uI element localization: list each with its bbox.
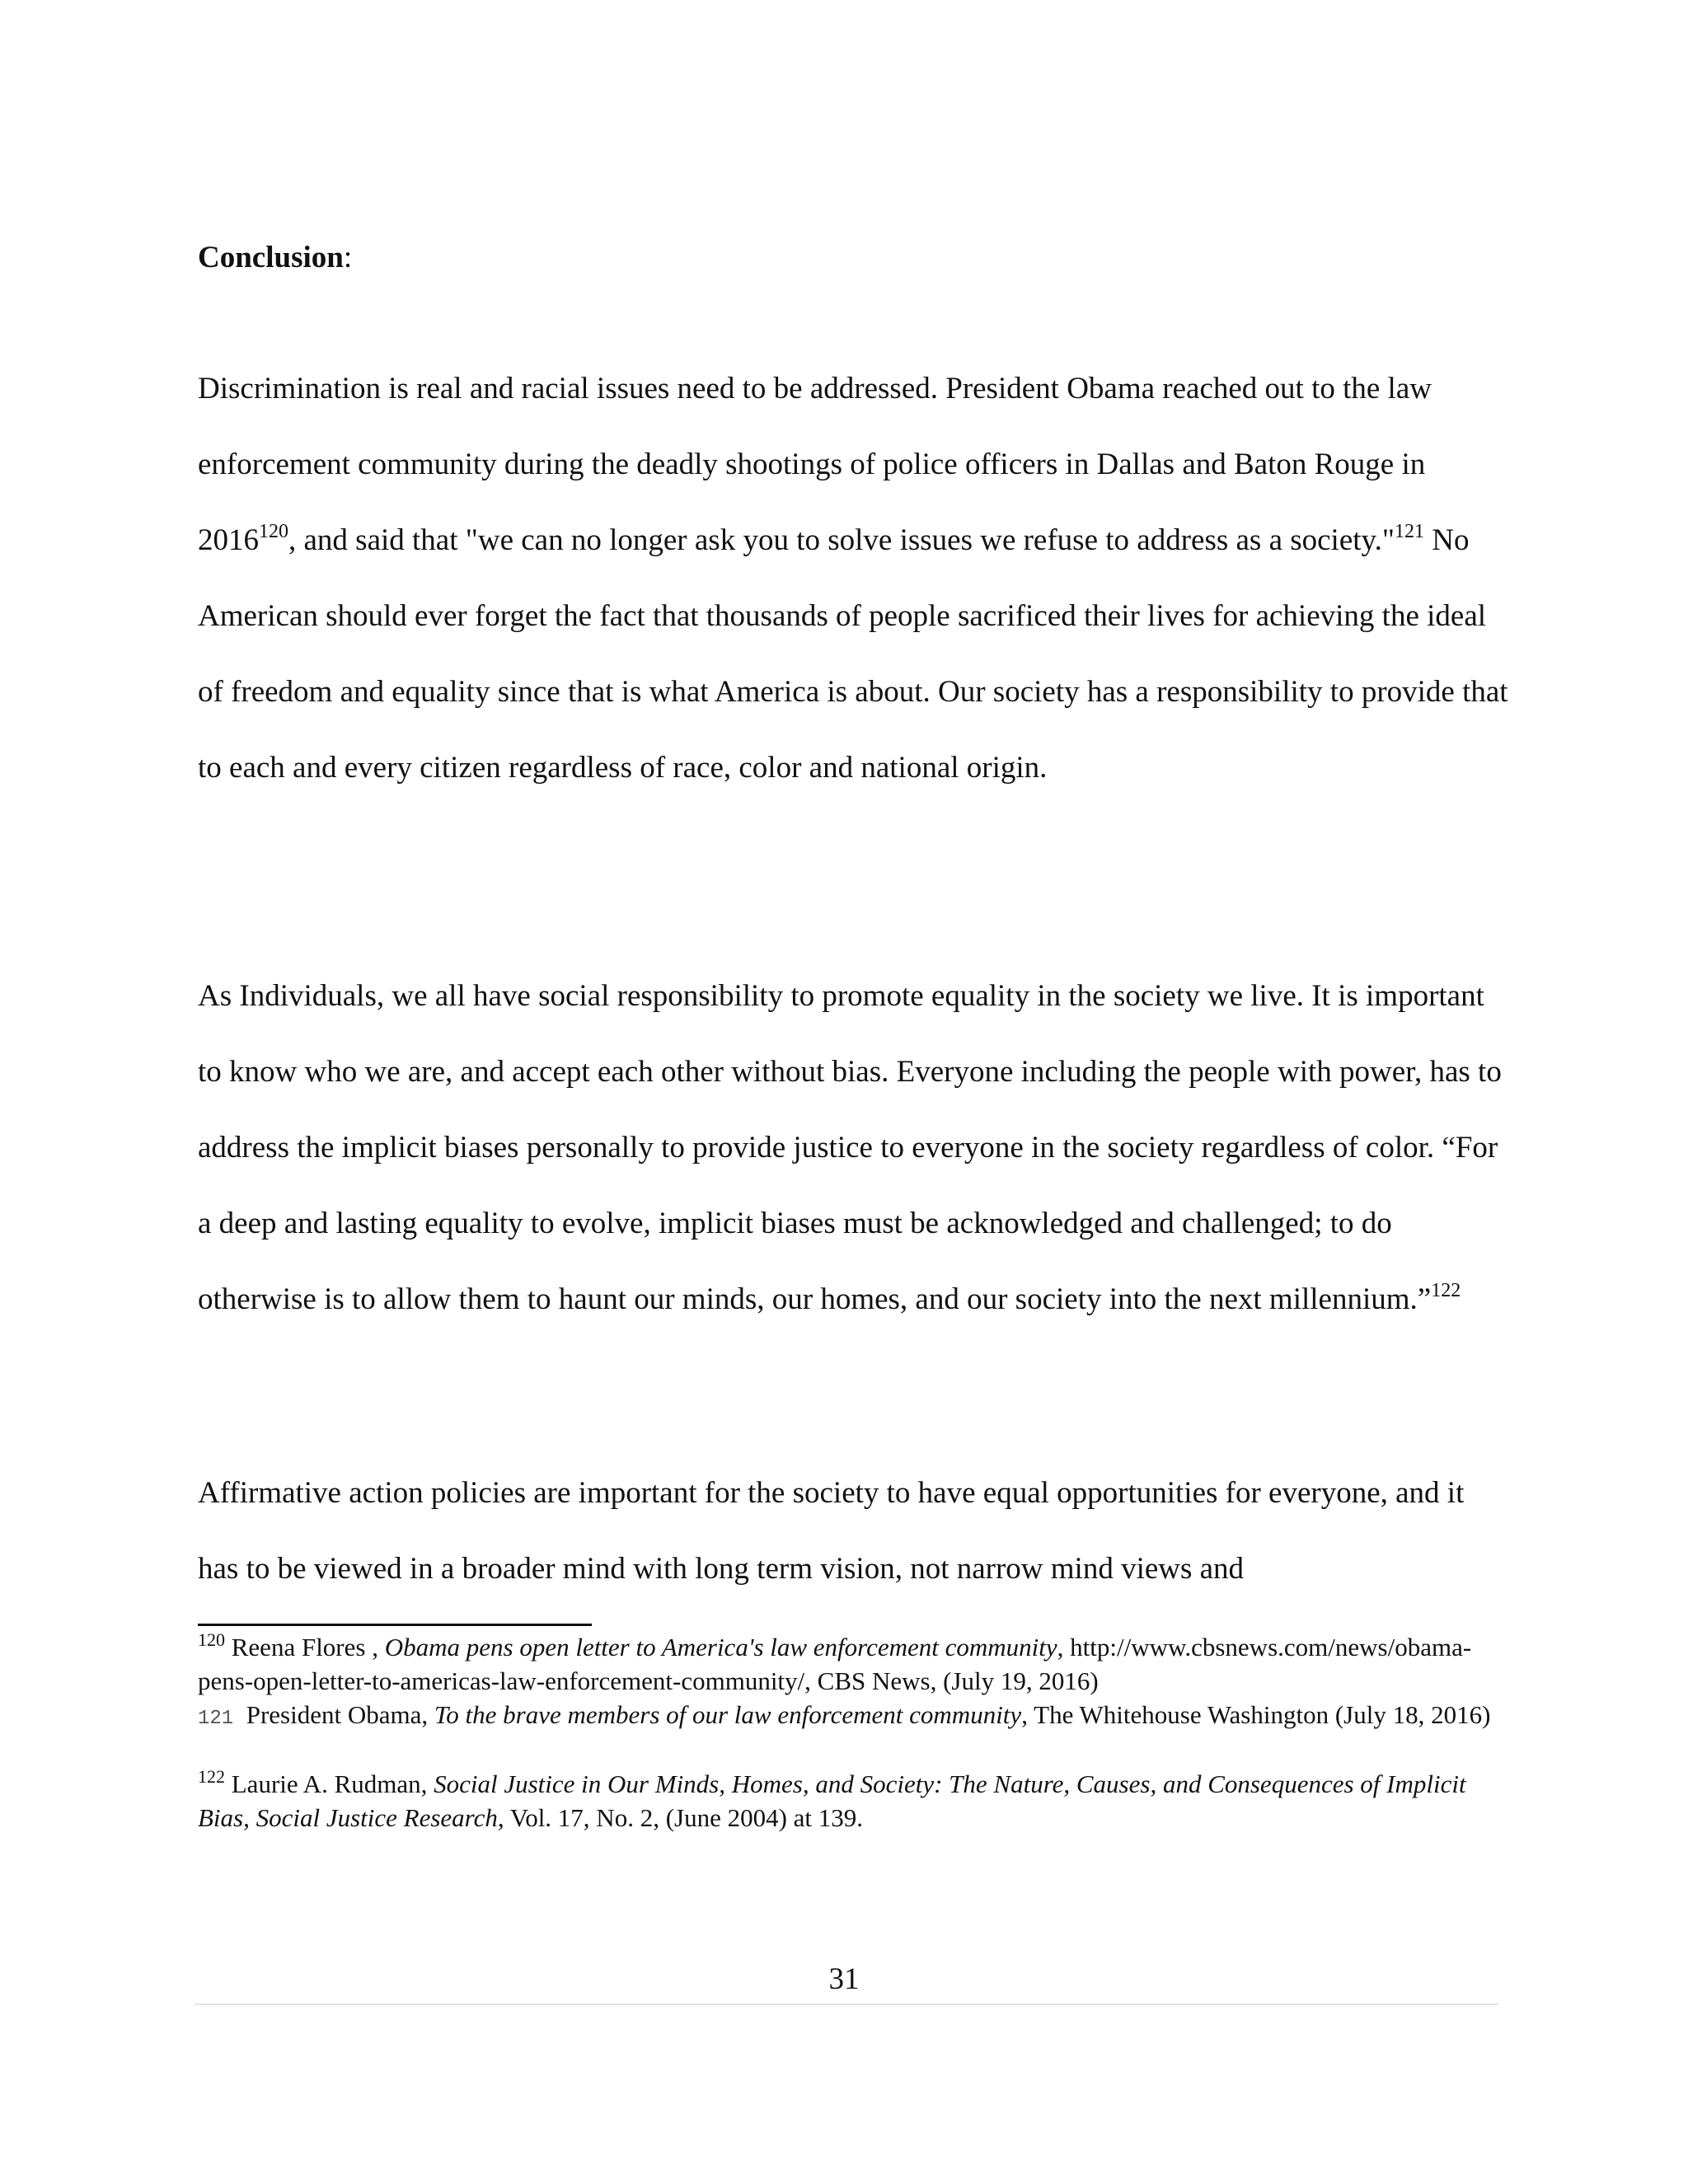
paragraph-text: Affirmative action policies are important for the society to have equal opportunities for everyone, and it has to be viewed in a broader mind with long term vision, not narrow mind views and — [198, 1476, 1465, 1586]
paragraph-individuals — [198, 958, 1508, 1338]
paragraph-discrimination — [198, 351, 1508, 806]
footnote-author: Laurie A. Rudman, — [225, 1769, 434, 1798]
footnote-source: , The Whitehouse Washington (July 18, 2016) — [1021, 1700, 1491, 1729]
paragraph-text: As Individuals, we all have social responsibility to promote equality in the society we live. It is important to know who we are, and accept each other without bias. Everyone including the people with power, has to address the implicit biases personally to provide justice to everyone in the society regardless of color. “For a deep and lasting equality to evolve, implicit biases must be acknowledged and challenged; to do otherwise is to allow them to haunt our minds, our homes, and our society into the next millennium.” — [198, 979, 1502, 1316]
footnote-number: 120 — [198, 1629, 225, 1650]
footnote-122 — [198, 1767, 1500, 1835]
footnote-ref-122[interactable]: 122 — [1431, 1280, 1461, 1301]
heading-text: Conclusion — [198, 241, 344, 274]
footnote-author: President Obama, — [233, 1700, 434, 1729]
page-bottom-divider — [195, 2004, 1498, 2005]
footnote-120 — [198, 1630, 1500, 1698]
footnotes — [198, 1630, 1500, 1835]
footnote-title: Social Justice in Our Minds, Homes, and Society: The Nature, Causes, and Consequences of Implicit Bias, Social Justice Research — [198, 1769, 1466, 1832]
footnote-ref-121[interactable]: 121 — [1395, 521, 1424, 542]
footnote-title: To the brave members of our law enforcement community — [434, 1700, 1022, 1729]
footnote-121 — [198, 1698, 1500, 1736]
section-heading — [198, 237, 352, 279]
paragraph-text: No American should ever forget the fact that thousands of people sacrificed their lives for achieving the ideal of freedom and equality since that is what America is about. Our society has a responsibility to provide that to each and every citizen regardless of race, color and national origin. — [198, 523, 1508, 785]
footnote-author: Reena Flores , — [225, 1633, 385, 1661]
footnote-ref-120[interactable]: 120 — [259, 521, 288, 542]
footnote-source: , Vol. 17, No. 2, (June 2004) at 139. — [497, 1803, 864, 1832]
paragraph-affirmative-action — [198, 1455, 1508, 1607]
footnote-number: 122 — [198, 1766, 225, 1787]
footnote-separator — [198, 1624, 592, 1626]
footnote-title: Obama pens open letter to America's law enforcement community — [384, 1633, 1057, 1661]
footnote-source: , http://www.cbsnews.com/news/obama-pens-open-letter-to-americas-law-enforcement-community/, CBS News, (July 19, 2016) — [198, 1633, 1472, 1695]
page-number: 31 — [828, 1962, 860, 1996]
footnote-number: 121 — [198, 1708, 234, 1730]
paragraph-text: , and said that "we can no longer ask you to solve issues we refuse to address as a society." — [288, 523, 1395, 557]
paragraph-text: Discrimination is real and racial issues need to be addressed. President Obama reached out to the law enforcement community during the deadly shootings of police officers in Dallas and Baton Rouge in 2016 — [198, 372, 1432, 557]
heading-colon: : — [343, 241, 353, 274]
